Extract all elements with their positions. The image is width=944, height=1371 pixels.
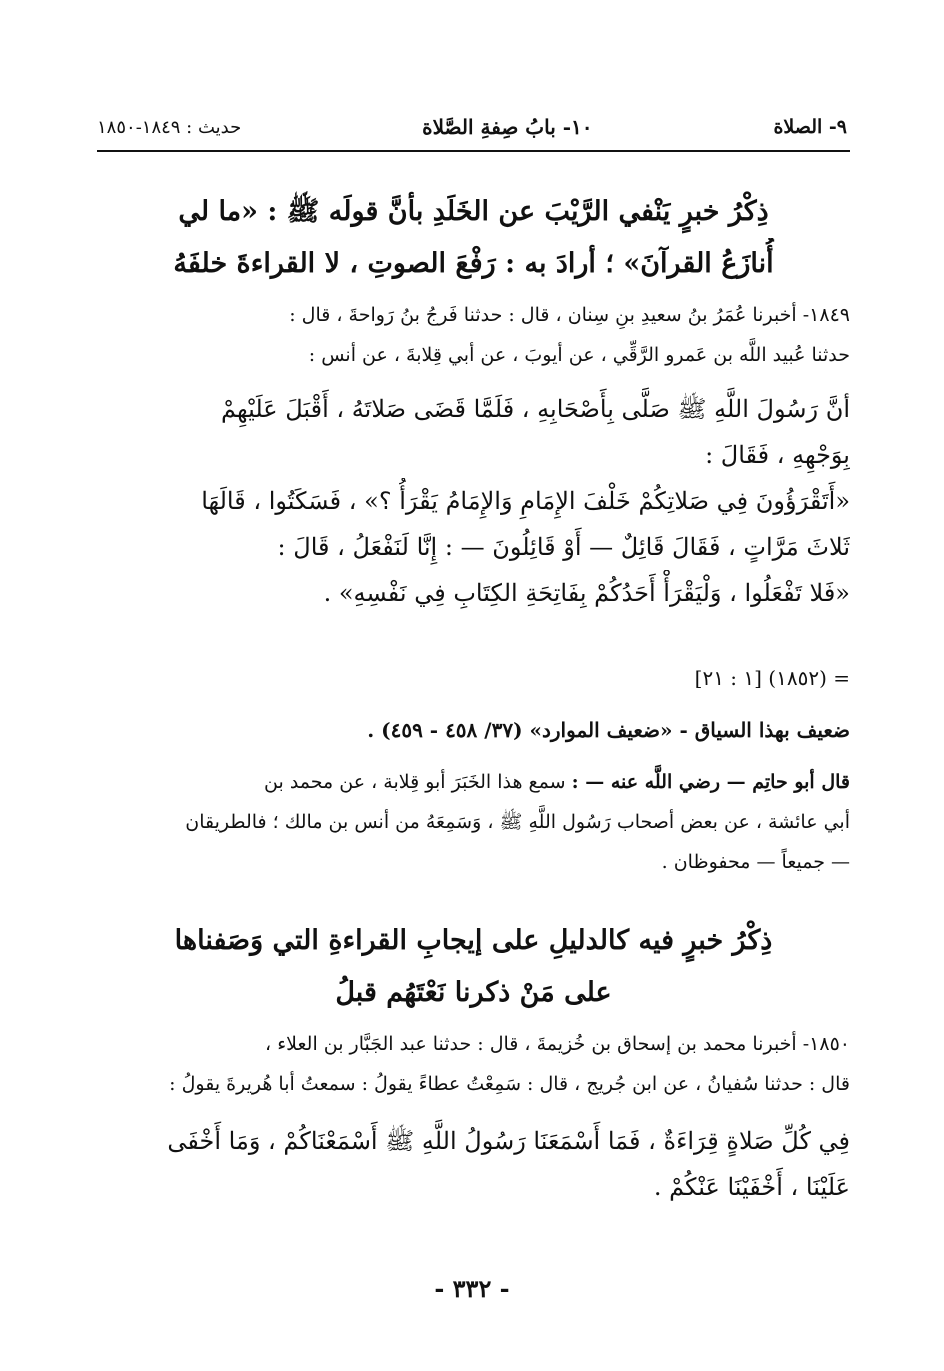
matn-line: ثَلاثَ مَرَّاتٍ ، فَقَالَ قَائِلٌ — أَوْ قَائِلُونَ — : إِنَّا لَنَفْعَلُ ، قَالَ : bbox=[277, 533, 850, 561]
isnad-line: حدثنا عُبيد اللَّه بن عَمرو الرَّقِّي ، عن أيوبَ ، عن أبي قِلابةَ ، عن أنس : bbox=[308, 344, 850, 366]
isnad-1849 bbox=[97, 295, 850, 375]
commentary-speaker: قال أبو حاتِم — رضي اللَّه عنه — : bbox=[571, 771, 850, 793]
matn-line: «فَلا تَفْعَلُوا ، وَلْيَقْرَأْ أَحَدُكُمْ بِفَاتِحَةِ الكِتَابِ فِي نَفْسِهِ» . bbox=[323, 579, 850, 607]
running-header bbox=[97, 112, 847, 142]
section-heading-1 bbox=[97, 186, 850, 290]
header-divider bbox=[97, 150, 850, 152]
commentary-line: — جميعاً — محفوظان . bbox=[661, 851, 850, 873]
hadith-range: حديث : ١٨٤٩-١٨٥٠ bbox=[97, 116, 242, 138]
heading-line: على مَنْ ذكرنا نَعْتَهُم قبلُ bbox=[335, 977, 612, 1008]
matn-line: «أَتَقْرَؤُونَ فِي صَلاتِكُمْ خَلْفَ الإِمَامِ وَالإِمَامُ يَقْرَأُ ؟» ، فَسَكَتُوا ، قَالَهَا bbox=[201, 487, 850, 515]
heading-line: أُنازَعُ القرآنَ» ؛ أرادَ به : رَفْعَ الصوتِ ، لا القراءةَ خلفَهُ bbox=[173, 248, 774, 279]
matn-line: أنَّ رَسُولَ اللَّهِ ﷺ صَلَّى بِأَصْحَابِهِ ، فَلَمَّا قَضَى صَلاتَهُ ، أَقْبَلَ عَلَيْهِمْ bbox=[221, 395, 850, 423]
chapter-title: ١٠- بابُ صِفةِ الصَّلاة bbox=[422, 115, 593, 139]
grading-text: ضعيف بهذا السياق - «ضعيف الموارد» (٣٧/ ٤٥٨ - ٤٥٩) . bbox=[367, 718, 850, 742]
page-number: - ٣٣٢ - bbox=[434, 1274, 510, 1303]
matn-line: عَلَيْنَا ، أَخْفَيْنَا عَنْكُمْ . bbox=[653, 1173, 850, 1201]
heading-line: ذِكْرُ خبرٍ فيه كالدليلِ على إيجابِ القراءةِ التي وَصَفناها bbox=[174, 925, 773, 956]
heading-line: ذِكْرُ خبرٍ يَنْفي الرَّيْبَ عن الخَلَدِ بأنَّ قولَه ﷺ : «ما لي bbox=[178, 196, 769, 227]
isnad-line: قال : حدثنا سُفيانُ ، عن ابن جُريج ، قال : سَمِعْتُ عطاءً يقولُ : سمعتُ أبا هُريرةَ يقولُ : bbox=[169, 1073, 850, 1095]
commentary-line: أبي عائشة ، عن بعض أصحاب رَسُول اللَّهِ ﷺ ، وَسَمِعَهُ من أنس بن مالك ؛ فالطريقان bbox=[185, 811, 850, 833]
section-heading-2 bbox=[97, 915, 850, 1019]
cross-reference-text: = (١٨٥٢) [١ : ٢١] bbox=[694, 666, 850, 690]
commentary-line: قال أبو حاتِم — رضي اللَّه عنه — : سمع هذا الخَبَرَ أبو قِلابة ، عن محمد بن bbox=[264, 771, 850, 793]
isnad-line: ١٨٥٠- أخبرنا محمد بن إسحاق بن خُزيمةَ ، قال : حدثنا عبد الجَبَّار بن العلاء ، bbox=[265, 1033, 850, 1055]
commentary bbox=[97, 762, 850, 882]
matn-1850 bbox=[97, 1118, 850, 1210]
matn-1849 bbox=[97, 386, 850, 616]
matn-line: فِي كُلِّ صَلاةٍ قِرَاءَةٌ ، فَمَا أَسْمَعَنَا رَسُولُ اللَّهِ ﷺ أَسْمَعْنَاكُمْ ، وَمَا أَخْفَى bbox=[167, 1127, 850, 1155]
grading bbox=[97, 710, 850, 750]
cross-reference bbox=[97, 658, 850, 698]
matn-line: بِوَجْهِهِ ، فَقَالَ : bbox=[705, 441, 850, 469]
isnad-line: ١٨٤٩- أخبرنا عُمَرُ بنُ سعيدِ بنِ سِنان ، قال : حدثنا فَرجُ بنُ رَواحةَ ، قال : bbox=[289, 304, 850, 326]
isnad-1850 bbox=[97, 1024, 850, 1104]
book-title: ٩- الصلاة bbox=[773, 116, 847, 138]
